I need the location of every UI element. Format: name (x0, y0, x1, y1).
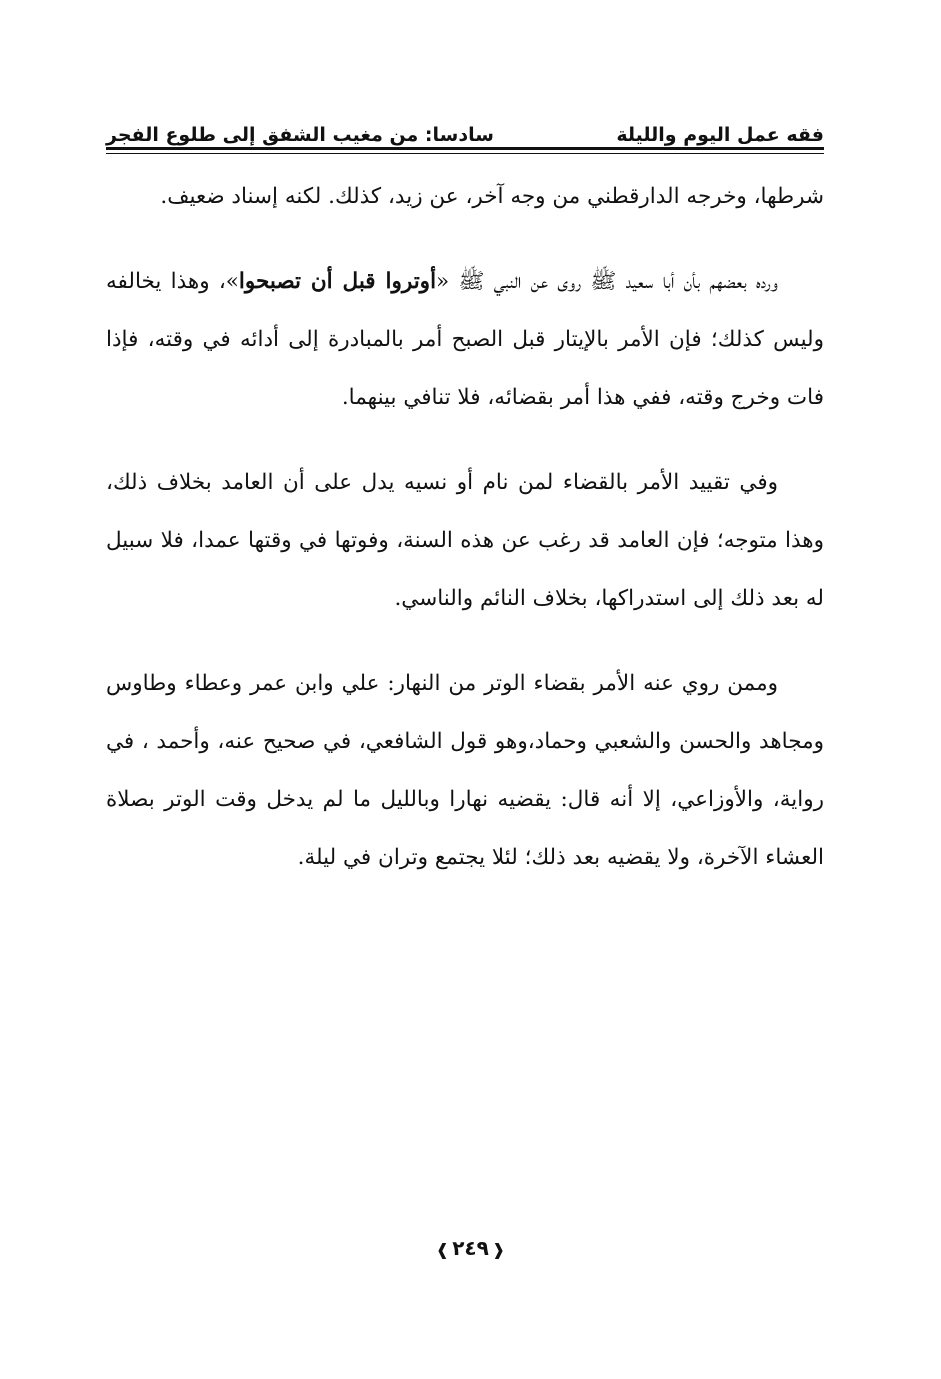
header-rule (106, 147, 824, 150)
header-rule-thin (106, 153, 824, 154)
paragraph-2-text-start: ورده بعضهم بأن أبا سعيد ﷺ روى عن النبي ﷺ « (436, 269, 778, 294)
paragraph-2 (106, 253, 824, 427)
section-title: سادسا: من مغيب الشفق إلى طلوع الفجر (106, 124, 494, 146)
page-number-footer (0, 1236, 941, 1260)
page-body (106, 168, 824, 914)
book-title: فقه عمل اليوم والليلة (616, 124, 824, 146)
page-number: ٢٤٩ (452, 1236, 489, 1260)
running-header (106, 110, 824, 146)
left-ornament-icon: ❰ (435, 1240, 450, 1259)
paragraph-3: وفي تقييد الأمر بالقضاء لمن نام أو نسيه يدل على أن العامد بخلاف ذلك، وهذا متوجه؛ فإن العامد قد رغب عن هذه السنة، وفوتها في وقتها عمدا، فلا سبيل له بعد ذلك إلى استدراكها، بخلاف النائم والناسي. (106, 470, 824, 611)
paragraph-1: شرطها، وخرجه الدارقطني من وجه آخر، عن زيد، كذلك. لكنه إسناد ضعيف. (160, 184, 824, 209)
right-ornament-icon: ❱ (491, 1240, 506, 1259)
hadith-quote: أوتروا قبل أن تصبحوا (238, 269, 437, 294)
paragraph-2-text-end: »، وهذا يخالفه وليس كذلك؛ فإن الأمر بالإيتار قبل الصبح أمر بالمبادرة إلى أدائه في وقته، فإذا فات وخرج وقته، ففي هذا أمر بقضائه، فلا تنافي بينهما. (106, 269, 824, 410)
paragraph-4: وممن روي عنه الأمر بقضاء الوتر من النهار: علي وابن عمر وعطاء وطاوس ومجاهد والحسن والشعبي وحماد،وهو قول الشافعي، في صحيح عنه، وأحمد ، في رواية، والأوزاعي، إلا أنه قال: يقضيه نهارا وبالليل ما لم يدخل وقت الوتر بصلاة العشاء الآخرة، ولا يقضيه بعد ذلك؛ لئلا يجتمع وتران في ليلة. (106, 671, 824, 870)
